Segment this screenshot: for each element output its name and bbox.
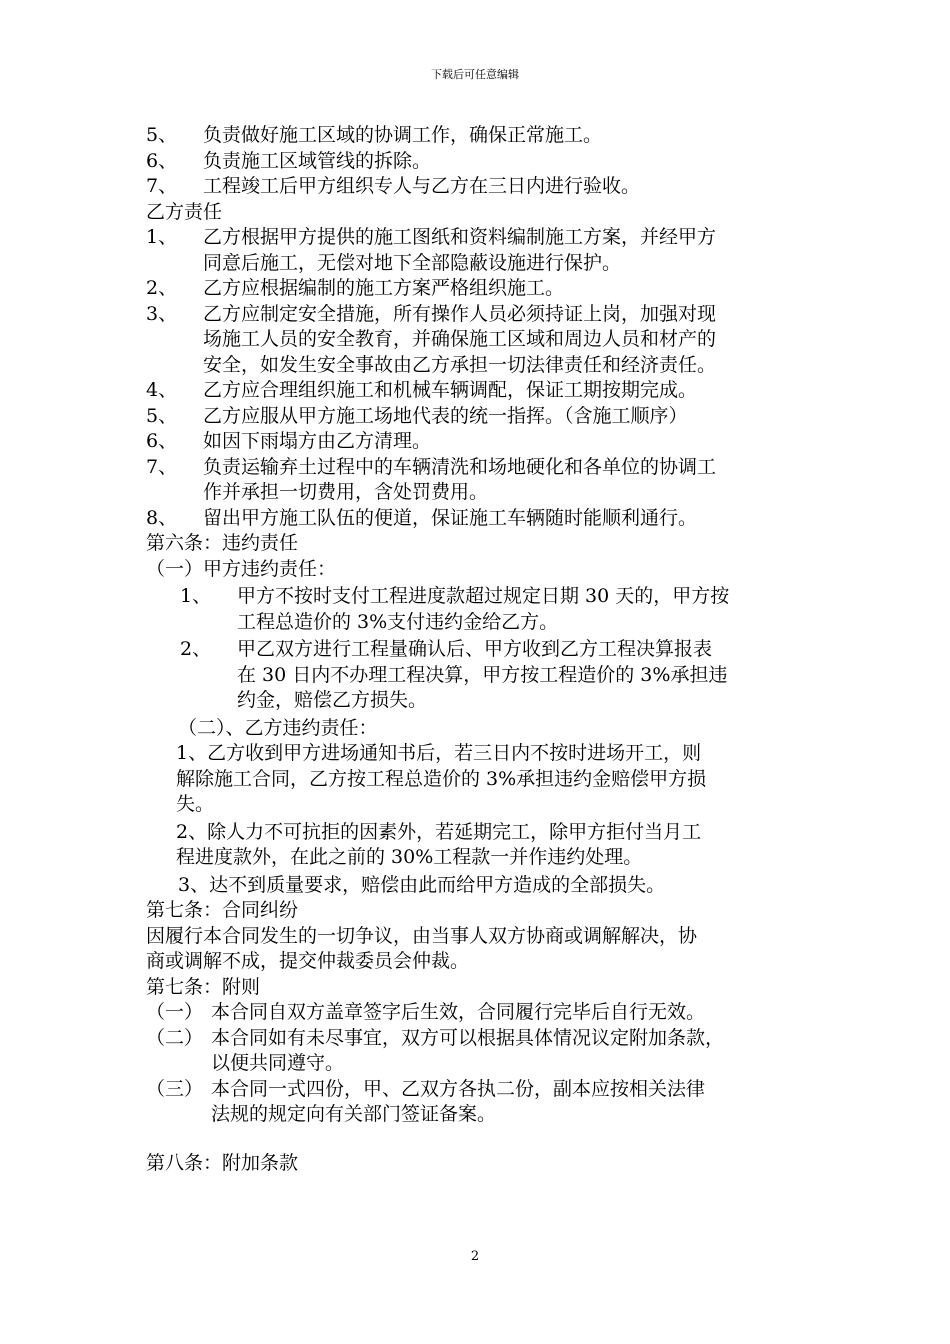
page-header: 下载后可任意编辑: [431, 68, 519, 81]
list-item: [146, 637, 826, 714]
list-item: [146, 149, 826, 175]
item-line: 甲方不按时支付工程进度款超过规定日期 30 天的，甲方按: [237, 585, 730, 607]
item-line: 乙方应根据编制的施工方案严格组织施工。: [203, 277, 565, 299]
list-item: [146, 584, 826, 635]
list-item: [146, 123, 826, 149]
item-number: 7、: [146, 455, 178, 478]
paragraph-line: 解除施工合同，乙方按工程总造价的 3%承担违约金赔偿甲方损: [176, 767, 707, 790]
item-number: 6、: [146, 430, 178, 452]
document-body: [146, 123, 826, 1176]
list-item: [146, 276, 826, 302]
paragraph-line: 2、除人力不可抗拒的因素外，若延期完工，除甲方拒付当月工: [176, 820, 702, 843]
item-line: 乙方应合理组织施工和机械车辆调配，保证工期按期完成。: [203, 379, 698, 401]
list-item: [146, 404, 826, 430]
list-item: [146, 1026, 826, 1077]
item-number: 7、: [146, 175, 178, 197]
item-number: 2、: [146, 277, 178, 299]
item-line: 乙方根据甲方提供的施工图纸和资料编制施工方案，并经甲方: [203, 226, 717, 248]
article-8-title: 第八条：附加条款: [146, 1151, 299, 1174]
item-number: 4、: [146, 379, 178, 401]
section-heading-yi: 乙方责任: [146, 200, 223, 223]
item-text: 负责做好施工区域的协调工作，确保正常施工。: [203, 124, 603, 146]
list-item: [146, 1077, 826, 1128]
item-line: 留出甲方施工队伍的便道，保证施工车辆随时能顺利通行。: [203, 506, 698, 529]
item-line: 本合同一式四份，甲、乙双方各执二份，副本应按相关法律: [211, 1077, 706, 1100]
paragraph-line: 1、乙方收到甲方进场通知书后，若三日内不按时进场开工，则: [176, 742, 702, 764]
item-line: 在 30 日内不办理工程决算，甲方按工程造价的 3%承担违: [237, 663, 728, 686]
paragraph-line: 商或调解不成，提交仲裁委员会仲裁。: [146, 950, 470, 972]
item-line: 本合同如有未尽事宜，双方可以根据具体情况议定附加条款，: [211, 1026, 725, 1049]
paragraph-line: 3、达不到质量要求，赔偿由此而给甲方造成的全部损失。: [178, 873, 666, 896]
item-number: 6、: [146, 149, 178, 172]
list-item: [146, 225, 826, 276]
item-line: 乙方应服从甲方施工场地代表的统一指挥。（含施工顺序）: [203, 404, 688, 427]
paragraph: [146, 873, 826, 899]
article-6-title: 第六条：违约责任: [146, 532, 299, 554]
item-line: 本合同自双方盖章签字后生效，合同履行完毕后自行无效。: [211, 1001, 706, 1023]
list-item: [146, 174, 826, 200]
item-line: 法规的规定向有关部门签证备案。: [211, 1103, 497, 1125]
item-line: 场施工人员的安全教育，并确保施工区域和周边人员和材产的: [203, 328, 717, 350]
spacer: [146, 1128, 826, 1151]
list-item: [146, 429, 826, 455]
item-line: 约金，赔偿乙方损失。: [237, 689, 428, 711]
item-number: 8、: [146, 506, 178, 529]
item-line: 作并承担一切费用，含处罚费用。: [203, 481, 489, 503]
list-item: [146, 1000, 826, 1026]
paragraph-line: 程进度款外，在此之前的 30%工程款一并作违约处理。: [176, 846, 643, 868]
item-number: 1、: [180, 585, 212, 607]
article-7b-title: 第七条：附则: [146, 975, 261, 998]
item-line: 同意后施工，无偿对地下全部隐蔽设施进行保护。: [203, 251, 622, 274]
item-number: （一）: [146, 1001, 204, 1023]
list-item: [146, 506, 826, 532]
item-line: 以便共同遵守。: [211, 1052, 345, 1074]
paragraph-line: 失。: [176, 793, 215, 815]
item-number: （二）: [146, 1026, 204, 1049]
item-text: 负责施工区域管线的拆除。: [203, 149, 432, 172]
item-line: 乙方应制定安全措施，所有操作人员必须持证上岗，加强对现: [203, 302, 717, 325]
item-number: 5、: [146, 404, 178, 427]
paragraph-line: 因履行本合同发生的一切争议，由当事人双方协商或调解解决，协: [146, 924, 698, 947]
article-6-part1-title: （一）甲方违约责任：: [146, 557, 337, 580]
article-6-part2-title: （二）、乙方违约责任：: [178, 716, 378, 739]
item-line: 负责运输弃土过程中的车辆清洗和场地硬化和各单位的协调工: [203, 455, 717, 478]
item-line: 工程总造价的 3%支付违约金给乙方。: [237, 610, 559, 633]
paragraph: [146, 741, 826, 818]
list-item: [146, 455, 826, 506]
paragraph: [146, 820, 826, 871]
item-number: 2、: [180, 638, 212, 660]
item-line: 甲乙双方进行工程量确认后、甲方收到乙方工程决算报表: [237, 638, 713, 660]
list-item: [146, 378, 826, 404]
item-number: （三）: [146, 1077, 204, 1100]
list-item: [146, 302, 826, 379]
article-7a-title: 第七条：合同纠纷: [146, 899, 299, 921]
item-line: 安全，如发生安全事故由乙方承担一切法律责任和经济责任。: [203, 353, 717, 376]
item-line: 如因下雨塌方由乙方清理。: [203, 430, 432, 452]
page-number: 2: [470, 1249, 480, 1264]
item-number: 3、: [146, 302, 178, 325]
item-number: 1、: [146, 226, 178, 248]
item-number: 5、: [146, 124, 178, 146]
item-text: 工程竣工后甲方组织专人与乙方在三日内进行验收。: [203, 175, 641, 197]
